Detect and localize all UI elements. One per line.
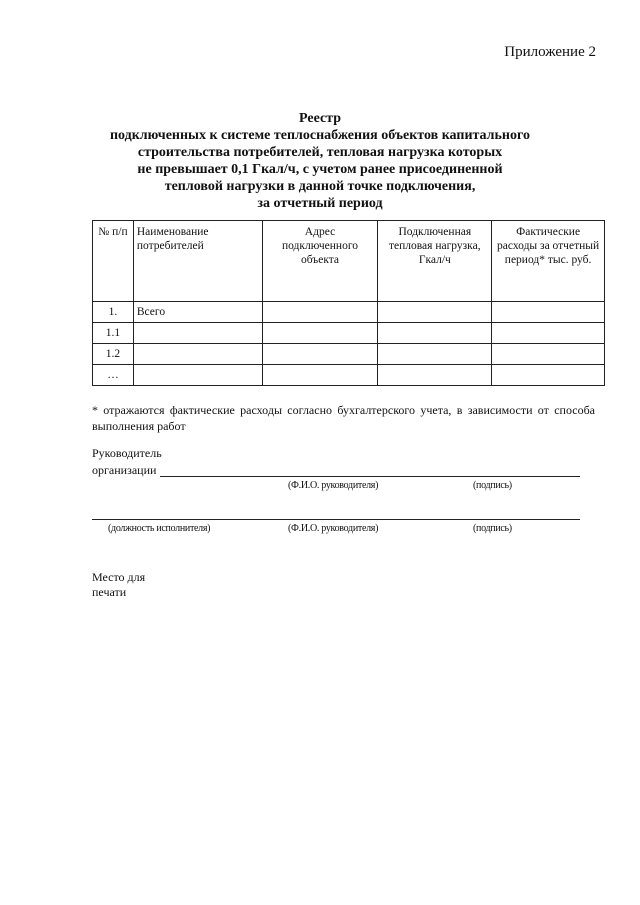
caption-signature: (подпись) bbox=[473, 480, 512, 491]
table-row bbox=[93, 323, 605, 344]
stamp-label-line1: Место для bbox=[92, 570, 146, 584]
title-line-1: Реестр bbox=[298, 111, 341, 126]
caption-fio: (Ф.И.О. руководителя) bbox=[288, 480, 379, 491]
row-address bbox=[262, 344, 378, 365]
title-line-2: подключенных к системе теплоснабжения объектов капитального bbox=[109, 128, 531, 143]
row-expenses bbox=[492, 344, 605, 365]
registry-table bbox=[92, 220, 605, 386]
table-row bbox=[93, 302, 605, 323]
row-number: 1.2 bbox=[93, 344, 134, 365]
head-label-line1: Руководитель bbox=[92, 446, 162, 460]
caption-position: (должность исполнителя) bbox=[108, 523, 211, 534]
executor-signature-line bbox=[92, 519, 580, 520]
row-heat-load bbox=[378, 365, 492, 386]
row-number: … bbox=[93, 365, 134, 386]
table-row bbox=[93, 365, 605, 386]
header-address: Адрес подключенного объекта bbox=[262, 221, 378, 302]
title-line-5: тепловой нагрузки в данной точке подключения, bbox=[164, 179, 476, 194]
row-expenses bbox=[492, 365, 605, 386]
table-row bbox=[93, 344, 605, 365]
row-heat-load bbox=[378, 302, 492, 323]
row-heat-load bbox=[378, 344, 492, 365]
stamp-label-line2: печати bbox=[92, 585, 127, 599]
row-number: 1.1 bbox=[93, 323, 134, 344]
row-consumer-name bbox=[133, 323, 262, 344]
header-actual-expenses: Фактические расходы за отчетный период* тыс. руб. bbox=[492, 221, 605, 302]
document-title bbox=[0, 110, 640, 212]
header-consumer-name: Наименование потребителей bbox=[133, 221, 262, 302]
head-signature-line bbox=[160, 476, 580, 477]
row-heat-load bbox=[378, 323, 492, 344]
header-heat-load: Подключенная тепловая нагрузка, Гкал/ч bbox=[378, 221, 492, 302]
caption-fio-2: (Ф.И.О. руководителя) bbox=[288, 523, 379, 534]
row-expenses bbox=[492, 302, 605, 323]
row-address bbox=[262, 302, 378, 323]
title-line-4: не превышает 0,1 Гкал/ч, с учетом ранее присоединенной bbox=[137, 162, 503, 177]
row-consumer-name bbox=[133, 365, 262, 386]
row-expenses bbox=[492, 323, 605, 344]
caption-signature-2: (подпись) bbox=[473, 523, 512, 534]
row-number: 1. bbox=[93, 302, 134, 323]
row-address bbox=[262, 323, 378, 344]
title-line-6: за отчетный период bbox=[257, 196, 383, 211]
header-number: № п/п bbox=[93, 221, 134, 302]
appendix-label: Приложение 2 bbox=[504, 44, 596, 60]
title-line-3: строительства потребителей, тепловая нагрузка которых bbox=[137, 145, 503, 160]
row-address bbox=[262, 365, 378, 386]
head-label-line2: организации bbox=[92, 463, 157, 477]
row-consumer-name: Всего bbox=[133, 302, 262, 323]
table-header-row bbox=[93, 221, 605, 302]
row-consumer-name bbox=[133, 344, 262, 365]
footnote: * отражаются фактические расходы согласно бухгалтерского учета, в зависимости от способа выполнения работ bbox=[92, 403, 595, 433]
